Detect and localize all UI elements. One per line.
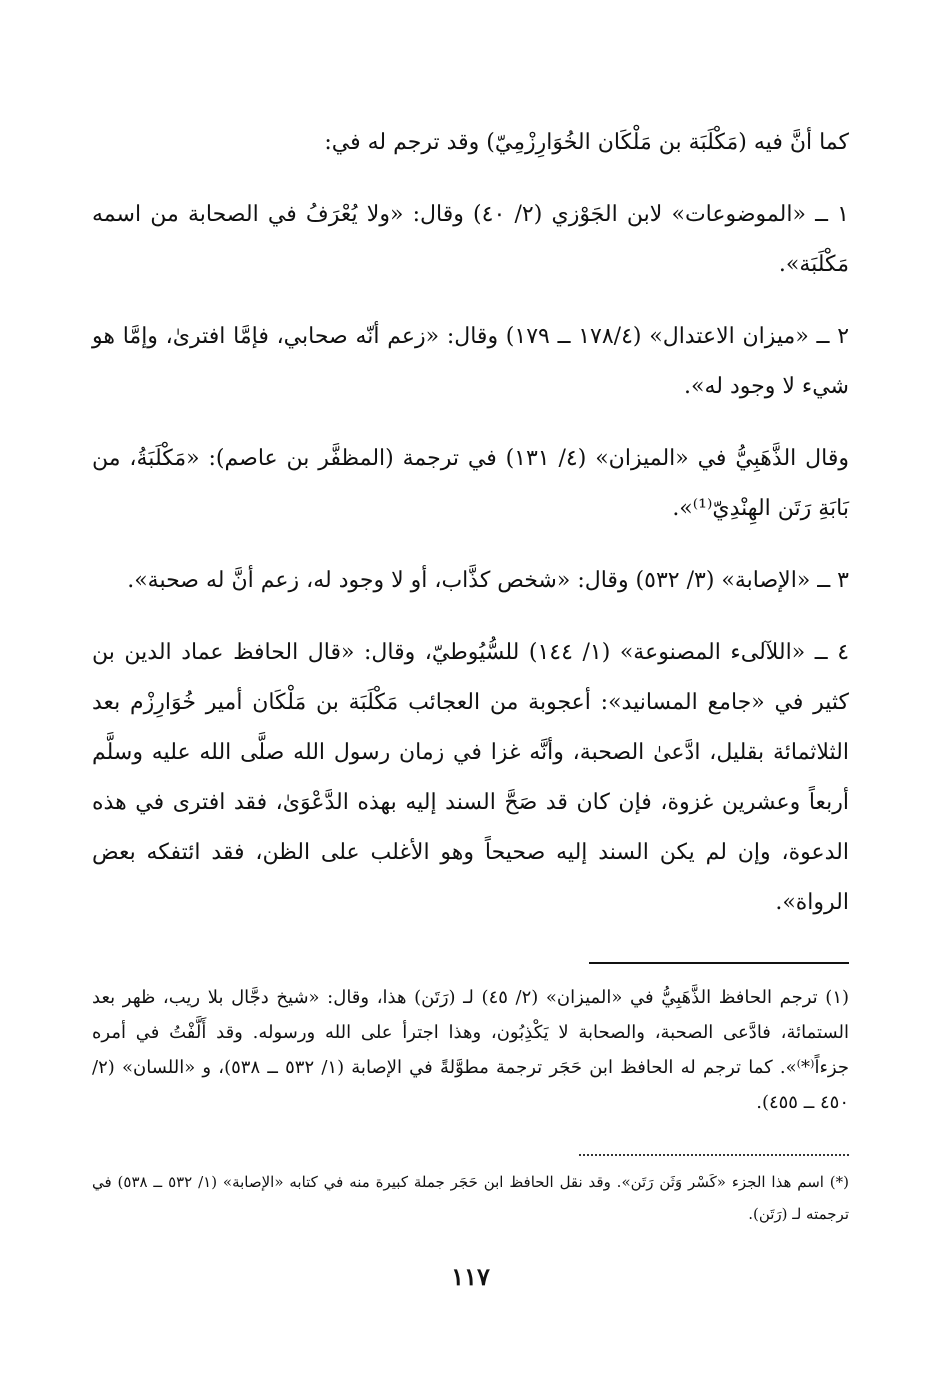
star-footnote [92, 1166, 849, 1230]
footnote-1: (١) ترجم الحافظ الذَّهَبِيُّ في «الميزان» (٢/ ٤٥) لـ (رَتَن) هذا، وقال: «شيخ دجَّال بلا ريب، ظهر بعد الستمائة، فادَّعى الصحبة، والصحابة لا يَكْذِبُون، وهذا اجترأ على الله ورسوله. وقد أَلَّفْتُ في أمره جزءاً⁽*⁾». كما ترجم له الحافظ ابن حَجَر ترجمة مطوَّلةً في الإصابة (١/ ٥٣٢ ــ ٥٣٨)، و «اللسان» (٢/ ٤٥٠ ــ ٤٥٥). [92, 987, 850, 1113]
intro-paragraph: كما أنَّ فيه (مَكْلَبَة بن مَلْكَان الخُوَارِزْمِيّ) وقد ترجم له في: [324, 130, 849, 155]
item-2-paragraph: ٢ ــ «ميزان الاعتدال» (١٧٨/٤ ــ ١٧٩) وقال: «زعم أنّه صحابي، فإمَّا افترىٰ، وإمَّا هو شيء لا وجود له». [92, 324, 850, 399]
item-3-paragraph: ٣ ــ «الإصابة» (٣/ ٥٣٢) وقال: «شخص كذَّاب، أو لا وجود له، زعم أنَّ له صحبة». [127, 568, 849, 593]
footnote-star: (*) اسم هذا الجزء «كَسْر وَثَن رَتَن». وقد نقل الحافظ ابن حَجَر جملة كبيرة منه في كتابه «الإصابة» (١/ ٥٣٢ ــ ٥٣٨) في ترجمته لـ (رَتَن). [92, 1173, 850, 1223]
dhahabi-paragraph: وقال الذَّهَبِيُّ في «الميزان» (٤/ ١٣١) في ترجمة (المظفَّر بن عاصم): «مَكْلَبَةُ، من بَابَةِ رَتَن الهِنْدِيّ⁽¹⁾». [92, 446, 849, 521]
dotted-divider [579, 1154, 849, 1156]
footnotes [92, 980, 849, 1120]
main-text [92, 118, 849, 950]
item-1-paragraph: ١ ــ «الموضوعات» لابن الجَوْزي (٢/ ٤٠) وقال: «ولا يُعْرَفُ في الصحابة من اسمه مَكْلَبَة». [92, 202, 849, 277]
footnote-divider [589, 962, 849, 964]
page-number: ١١٧ [451, 1262, 490, 1291]
item-4-paragraph: ٤ ــ «اللآلىء المصنوعة» (١/ ١٤٤) للسُّيُوطيّ، وقال: «قال الحافظ عماد الدين بن كثير في «جامع المسانيد»: أعجوبة من العجائب مَكْلَبَة بن مَلْكَان أمير خُوَارِزْم بعد الثلاثمائة بقليل، ادَّعىٰ الصحبة، وأنَّه غزا في زمان رسول الله صلَّى الله عليه وسلَّم أربعاً وعشرين غزوة، فإن كان قد صَحَّ السند إليه بهذه الدَّعْوَىٰ، فقد افترى في هذه الدعوة، وإن لم يكن السند إليه صحيحاً وهو الأغلب على الظن، فقد ائتفكه بعض الرواة». [92, 640, 850, 915]
